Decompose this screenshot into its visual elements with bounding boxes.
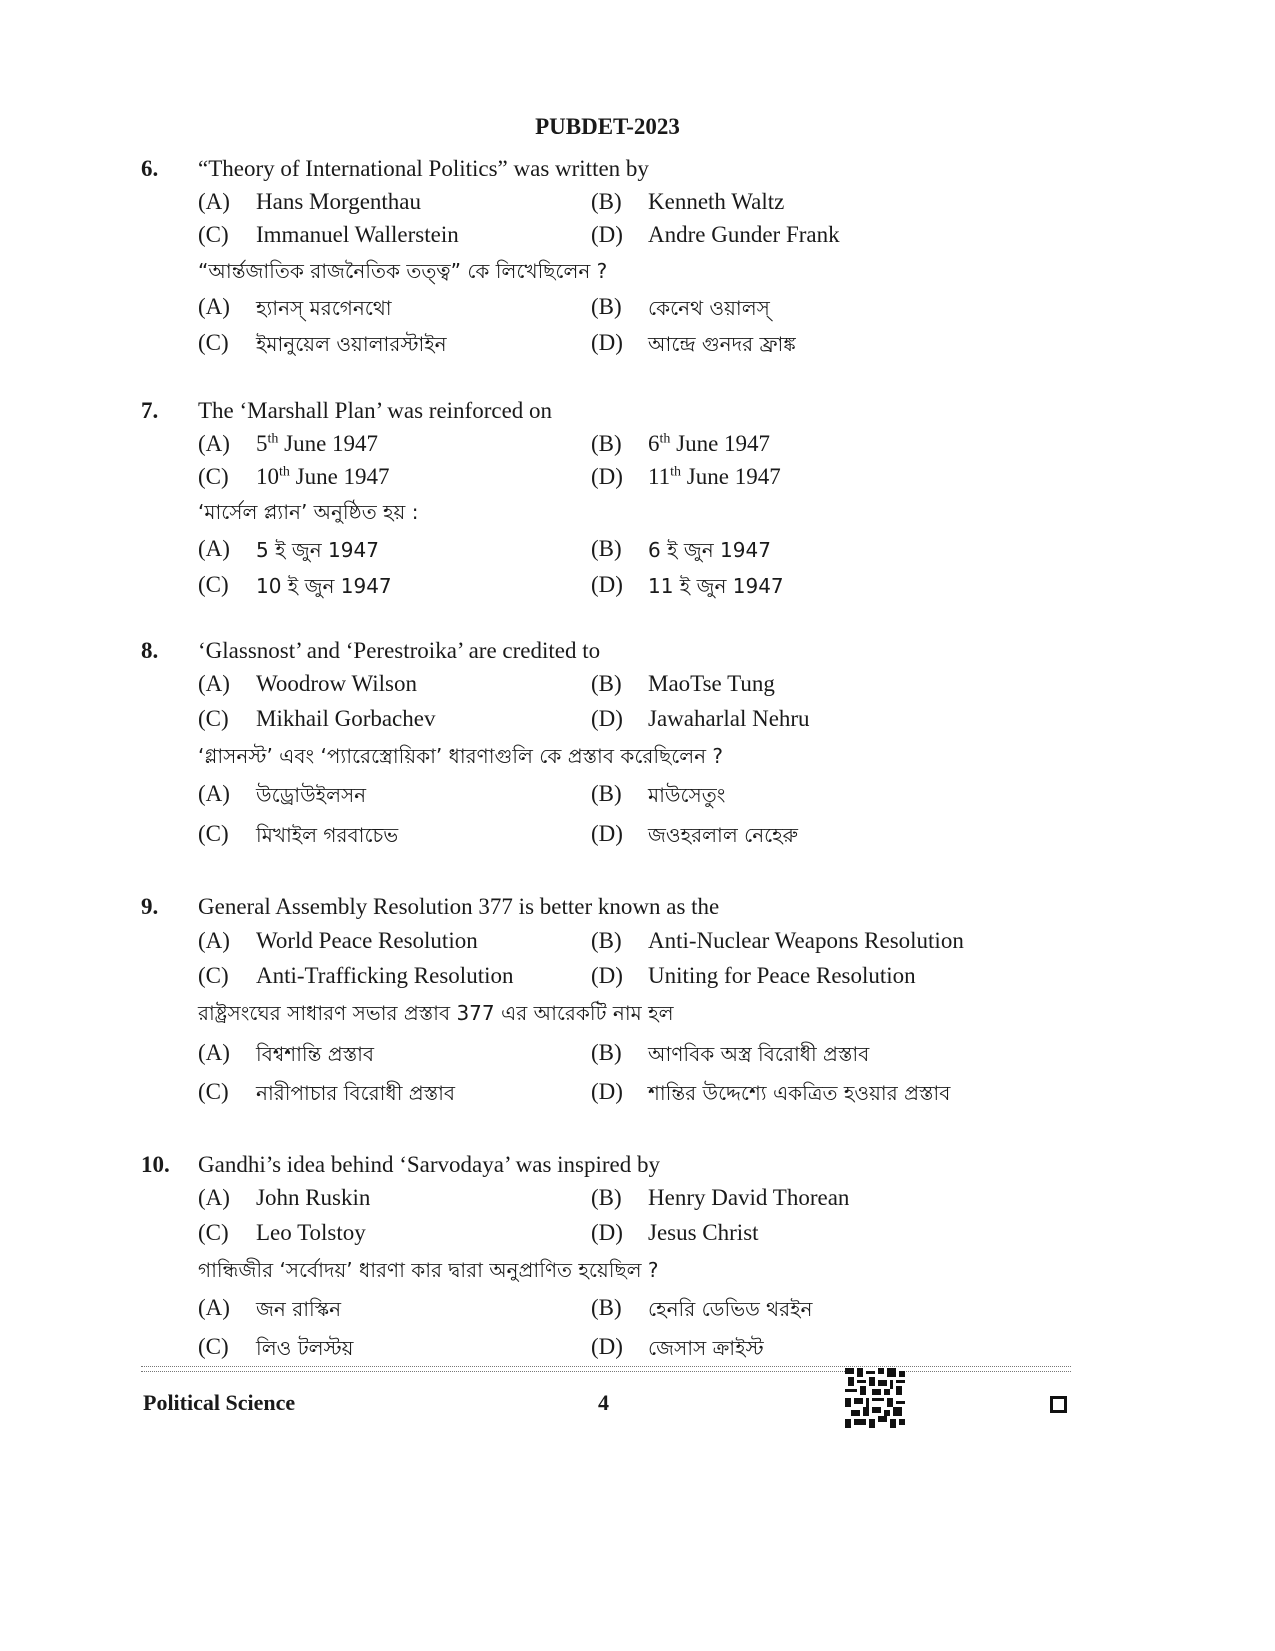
option-letter: (B) bbox=[591, 189, 622, 214]
options-row-en bbox=[0, 963, 1275, 993]
question-text-en: The ‘Marshall Plan’ was reinforced on bbox=[198, 398, 553, 423]
option-text: 6 ই জুন 1947 bbox=[648, 538, 771, 562]
option-text: হ্যানস্ মরগেনথো bbox=[256, 296, 392, 320]
option-text: Mikhail Gorbachev bbox=[256, 706, 436, 731]
option-letter: (C) bbox=[198, 963, 229, 988]
question-text-bn: ‘মার্সেল প্ল্যান’ অনুষ্ঠিত হয় : bbox=[198, 500, 419, 524]
options-row-en bbox=[0, 222, 1275, 252]
options-row-bn bbox=[0, 330, 1275, 360]
question-text-bn: “আর্ন্তজাতিক রাজনৈতিক তত্ত্ব” কে লিখেছিলেন ? bbox=[198, 259, 608, 283]
question-number: 6. bbox=[141, 156, 159, 181]
option-letter: (A) bbox=[198, 1295, 230, 1320]
option-letter: (D) bbox=[591, 963, 623, 988]
option-letter: (A) bbox=[198, 431, 230, 456]
square-marker-icon bbox=[1050, 1396, 1067, 1413]
option-letter: (C) bbox=[198, 821, 229, 846]
question-text-en: “Theory of International Politics” was written by bbox=[198, 156, 649, 181]
question-number: 10. bbox=[141, 1152, 170, 1177]
options-row-en bbox=[0, 189, 1275, 219]
option-text: Anti-Trafficking Resolution bbox=[256, 963, 514, 988]
option-text: Leo Tolstoy bbox=[256, 1220, 366, 1245]
option-letter: (B) bbox=[591, 928, 622, 953]
option-text: বিশ্বশান্তি প্রস্তাব bbox=[256, 1042, 375, 1066]
option-text: 10 ই জুন 1947 bbox=[256, 574, 392, 598]
question-text-en: ‘Glassnost’ and ‘Perestroika’ are credited to bbox=[198, 638, 601, 663]
option-text: Kenneth Waltz bbox=[648, 189, 785, 214]
option-letter: (C) bbox=[198, 1334, 229, 1359]
option-letter: (D) bbox=[591, 222, 623, 247]
option-letter: (C) bbox=[198, 1220, 229, 1245]
question-text-bn: ‘গ্লাসনস্ট’ এবং ‘প্যারেস্ত্রোয়িকা’ ধারণাগুলি কে প্রস্তাব করেছিলেন ? bbox=[198, 744, 724, 768]
option-text: Andre Gunder Frank bbox=[648, 222, 840, 247]
options-row-bn bbox=[0, 1334, 1275, 1364]
option-letter: (B) bbox=[591, 431, 622, 456]
question-number: 7. bbox=[141, 398, 159, 423]
option-letter: (A) bbox=[198, 294, 230, 319]
option-letter: (B) bbox=[591, 1295, 622, 1320]
page-header-title: PUBDET-2023 bbox=[535, 114, 680, 139]
option-letter: (B) bbox=[591, 536, 622, 561]
options-row-bn bbox=[0, 1295, 1275, 1325]
question-text-en: General Assembly Resolution 377 is better known as the bbox=[198, 894, 720, 919]
option-letter: (D) bbox=[591, 464, 623, 489]
option-text: Anti-Nuclear Weapons Resolution bbox=[648, 928, 964, 953]
option-letter: (A) bbox=[198, 189, 230, 214]
option-text: হেনরি ডেভিড থরইন bbox=[648, 1297, 813, 1321]
option-text: কেনেথ ওয়ালস্ bbox=[648, 296, 770, 320]
option-letter: (D) bbox=[591, 706, 623, 731]
option-text: Henry David Thorean bbox=[648, 1185, 850, 1210]
option-letter: (B) bbox=[591, 1185, 622, 1210]
option-letter: (A) bbox=[198, 781, 230, 806]
option-letter: (C) bbox=[198, 1079, 229, 1104]
option-letter: (A) bbox=[198, 1040, 230, 1065]
option-text: Woodrow Wilson bbox=[256, 671, 417, 696]
option-text: Immanuel Wallerstein bbox=[256, 222, 459, 247]
option-letter: (C) bbox=[198, 222, 229, 247]
options-row-en bbox=[0, 431, 1275, 461]
question-text-bn: গান্ধিজীর ‘সর্বোদয়’ ধারণা কার দ্বারা অনুপ্রাণিত হয়েছিল ? bbox=[198, 1258, 659, 1282]
option-letter: (D) bbox=[591, 821, 623, 846]
option-text: 11th June 1947 bbox=[648, 464, 781, 489]
question-text-bn-row bbox=[0, 498, 1275, 528]
option-text: আণবিক অস্ত্র বিরোধী প্রস্তাব bbox=[648, 1042, 870, 1066]
options-row-en bbox=[0, 1185, 1275, 1215]
option-text: মাউসেতুং bbox=[648, 783, 726, 807]
option-text: ইমানুয়েল ওয়ালারস্টাইন bbox=[256, 332, 447, 356]
question-text-bn: রাষ্ট্রসংঘের সাধারণ সভার প্রস্তাব 377 এর আরেকটি নাম হল bbox=[198, 1001, 674, 1025]
option-text: মিখাইল গরবাচেভ bbox=[256, 823, 399, 847]
option-letter: (C) bbox=[198, 706, 229, 731]
question-text-bn-row bbox=[0, 999, 1275, 1029]
option-text: উড্রোউইলসন bbox=[256, 783, 367, 807]
option-letter: (D) bbox=[591, 1220, 623, 1245]
options-row-en bbox=[0, 671, 1275, 701]
question-text-bn-row bbox=[0, 257, 1275, 287]
question-number: 9. bbox=[141, 894, 159, 919]
option-letter: (D) bbox=[591, 330, 623, 355]
options-row-bn bbox=[0, 821, 1275, 851]
question-text-bn-row bbox=[0, 1256, 1275, 1286]
option-text: জেসাস ক্রাইস্ট bbox=[648, 1336, 764, 1360]
option-text: 10th June 1947 bbox=[256, 464, 390, 489]
options-row-bn bbox=[0, 536, 1275, 566]
option-text: 6th June 1947 bbox=[648, 431, 771, 456]
option-text: Hans Morgenthau bbox=[256, 189, 422, 214]
option-letter: (A) bbox=[198, 1185, 230, 1210]
option-text: নারীপাচার বিরোধী প্রস্তাব bbox=[256, 1081, 456, 1105]
option-text: Uniting for Peace Resolution bbox=[648, 963, 916, 988]
options-row-bn bbox=[0, 1079, 1275, 1109]
options-row-bn bbox=[0, 781, 1275, 811]
option-letter: (D) bbox=[591, 1079, 623, 1104]
option-text: Jesus Christ bbox=[648, 1220, 759, 1245]
option-letter: (C) bbox=[198, 330, 229, 355]
option-text: World Peace Resolution bbox=[256, 928, 478, 953]
option-text: 11 ই জুন 1947 bbox=[648, 574, 784, 598]
question-text-bn-row bbox=[0, 742, 1275, 772]
options-row-en bbox=[0, 1220, 1275, 1250]
option-letter: (B) bbox=[591, 671, 622, 696]
option-text: জন রাস্কিন bbox=[256, 1297, 342, 1321]
page-number: 4 bbox=[598, 1390, 609, 1415]
confidential-divider bbox=[141, 1366, 1071, 1372]
option-text: John Ruskin bbox=[256, 1185, 371, 1210]
option-letter: (D) bbox=[591, 1334, 623, 1359]
options-row-en bbox=[0, 928, 1275, 958]
option-text: শান্তির উদ্দেশ্যে একত্রিত হওয়ার প্রস্তাব bbox=[648, 1081, 951, 1105]
option-letter: (B) bbox=[591, 294, 622, 319]
option-letter: (D) bbox=[591, 572, 623, 597]
option-text: জওহরলাল নেহেরু bbox=[648, 823, 799, 847]
qr-code-icon bbox=[845, 1368, 905, 1428]
question-text-en: Gandhi’s idea behind ‘Sarvodaya’ was inspired by bbox=[198, 1152, 661, 1177]
option-text: লিও টলস্টয় bbox=[256, 1336, 354, 1360]
option-text: MaoTse Tung bbox=[648, 671, 775, 696]
options-row-bn bbox=[0, 294, 1275, 324]
options-row-en bbox=[0, 464, 1275, 494]
option-letter: (B) bbox=[591, 781, 622, 806]
option-letter: (B) bbox=[591, 1040, 622, 1065]
option-letter: (C) bbox=[198, 464, 229, 489]
options-row-en bbox=[0, 706, 1275, 736]
option-letter: (A) bbox=[198, 536, 230, 561]
option-text: 5 ই জুন 1947 bbox=[256, 538, 379, 562]
question-number: 8. bbox=[141, 638, 159, 663]
option-text: আন্দ্রে গুনদর ফ্রাঙ্ক bbox=[648, 332, 796, 356]
options-row-bn bbox=[0, 572, 1275, 602]
option-letter: (C) bbox=[198, 572, 229, 597]
option-letter: (A) bbox=[198, 928, 230, 953]
option-text: 5th June 1947 bbox=[256, 431, 379, 456]
options-row-bn bbox=[0, 1040, 1275, 1070]
option-letter: (A) bbox=[198, 671, 230, 696]
footer-subject: Political Science bbox=[143, 1390, 296, 1415]
option-text: Jawaharlal Nehru bbox=[648, 706, 810, 731]
